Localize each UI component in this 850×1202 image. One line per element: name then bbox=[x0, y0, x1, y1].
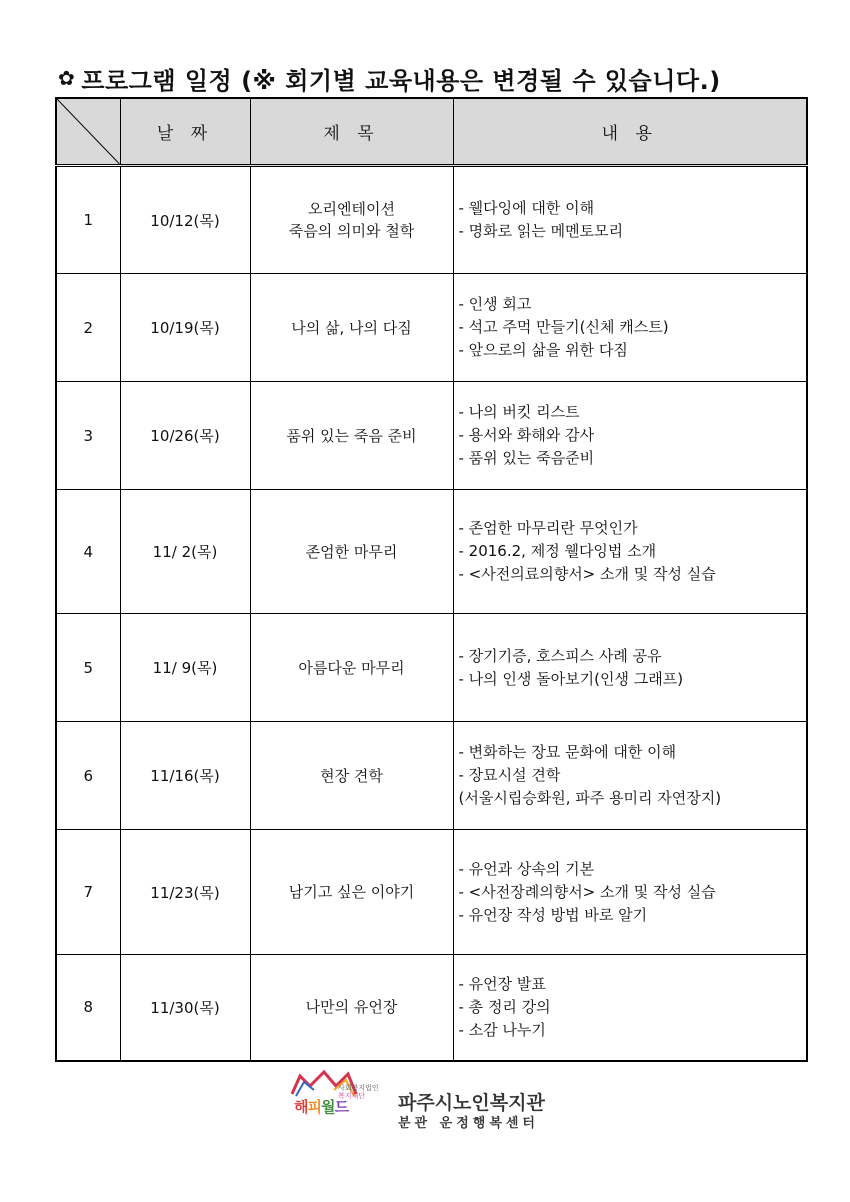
session-title bbox=[250, 830, 453, 955]
session-date: 10/12(목) bbox=[120, 166, 250, 274]
session-date: 11/30(목) bbox=[120, 955, 250, 1061]
content-line: - 존엄한 마무리란 무엇인가 bbox=[458, 519, 638, 537]
session-title-line: 존엄한 마무리 bbox=[305, 542, 398, 561]
session-title bbox=[250, 722, 453, 830]
session-content bbox=[453, 490, 807, 614]
content-line: - 나의 인생 돌아보기(인생 그래프) bbox=[458, 669, 684, 688]
content-line: - <사전의료의향서> 소개 및 작성 실습 bbox=[458, 565, 716, 583]
content-line: (서울시립승화원, 파주 용미리 자연장지) bbox=[458, 789, 722, 807]
table-row bbox=[56, 166, 807, 274]
content-line: - 유언장 작성 방법 바로 알기 bbox=[458, 905, 648, 924]
footer bbox=[290, 1068, 590, 1138]
session-content bbox=[453, 382, 807, 490]
header-content: 내 용 bbox=[453, 98, 807, 166]
session-date: 11/16(목) bbox=[120, 722, 250, 830]
session-title bbox=[250, 166, 453, 274]
session-content bbox=[453, 166, 807, 274]
content-line: - 명화로 읽는 메멘토모리 bbox=[458, 222, 624, 240]
session-title bbox=[250, 382, 453, 490]
session-number: 4 bbox=[56, 490, 120, 614]
page-title-text: 프로그램 일정 (※ 회기별 교육내용은 변경될 수 있습니다.) bbox=[81, 66, 721, 95]
logo-text: 해피월드 bbox=[294, 1098, 348, 1116]
session-content bbox=[453, 955, 807, 1061]
session-number: 8 bbox=[56, 955, 120, 1061]
header-date: 날 짜 bbox=[120, 98, 250, 166]
org-name: 파주시노인복지관 bbox=[398, 1092, 545, 1114]
session-title-line: 아름다운 마무리 bbox=[298, 658, 405, 677]
header-title: 제 목 bbox=[250, 98, 453, 166]
page-title bbox=[58, 58, 818, 98]
session-number: 5 bbox=[56, 614, 120, 722]
table-row bbox=[56, 955, 807, 1061]
content-line: - 인생 회고 bbox=[458, 295, 532, 313]
session-title-line: 오리엔테이션 bbox=[308, 200, 395, 218]
content-line: - 총 정리 강의 bbox=[458, 997, 551, 1016]
table-row bbox=[56, 382, 807, 490]
content-line: - 석고 주먹 만들기(신체 캐스트) bbox=[458, 318, 669, 336]
content-line: - 유언과 상속의 기본 bbox=[458, 859, 595, 878]
diagonal-line-icon bbox=[57, 99, 120, 164]
content-line: - 용서와 화해와 감사 bbox=[458, 426, 595, 444]
content-line: - 웰다잉에 대한 이해 bbox=[458, 199, 595, 217]
session-content bbox=[453, 274, 807, 382]
session-title bbox=[250, 955, 453, 1061]
session-title-line: 현장 견학 bbox=[320, 766, 383, 785]
session-title bbox=[250, 274, 453, 382]
table-row bbox=[56, 722, 807, 830]
session-number: 6 bbox=[56, 722, 120, 830]
session-date: 11/ 9(목) bbox=[120, 614, 250, 722]
session-number: 2 bbox=[56, 274, 120, 382]
diagonal-corner-cell bbox=[56, 98, 120, 166]
table-row bbox=[56, 274, 807, 382]
schedule-table bbox=[55, 97, 808, 1062]
table-header-row bbox=[56, 98, 807, 166]
session-number: 1 bbox=[56, 166, 120, 274]
table-row bbox=[56, 614, 807, 722]
session-title-line: 나의 삶, 나의 다짐 bbox=[291, 318, 412, 337]
session-date: 10/19(목) bbox=[120, 274, 250, 382]
content-line: - 소감 나누기 bbox=[458, 1020, 546, 1039]
happy-world-logo bbox=[290, 1068, 400, 1128]
org-sub: 분관 운정행복센터 bbox=[398, 1116, 539, 1131]
session-title-line: 남기고 싶은 이야기 bbox=[288, 883, 415, 901]
logo-small-text: 사회복지법인 복지재단 bbox=[338, 1084, 379, 1100]
content-line: - 유언장 발표 bbox=[458, 974, 546, 993]
content-line: - 앞으로의 삶을 위한 다짐 bbox=[458, 341, 628, 359]
session-title bbox=[250, 490, 453, 614]
session-content bbox=[453, 830, 807, 955]
session-date: 11/ 2(목) bbox=[120, 490, 250, 614]
session-content bbox=[453, 614, 807, 722]
session-title-line: 품위 있는 죽음 준비 bbox=[286, 426, 417, 445]
session-title-line: 나만의 유언장 bbox=[305, 998, 398, 1017]
session-date: 11/23(목) bbox=[120, 830, 250, 955]
session-title-line: 죽음의 의미와 철학 bbox=[288, 222, 415, 240]
flower-icon: ✿ bbox=[58, 66, 76, 90]
session-date: 10/26(목) bbox=[120, 382, 250, 490]
session-number: 7 bbox=[56, 830, 120, 955]
content-line: - 변화하는 장묘 문화에 대한 이해 bbox=[458, 743, 677, 761]
session-number: 3 bbox=[56, 382, 120, 490]
table-row bbox=[56, 490, 807, 614]
content-line: - 2016.2, 제정 웰다잉법 소개 bbox=[458, 542, 657, 560]
content-line: - <사전장례의향서> 소개 및 작성 실습 bbox=[458, 882, 716, 901]
content-line: - 품위 있는 죽음준비 bbox=[458, 449, 595, 467]
content-line: - 장기기증, 호스피스 사례 공유 bbox=[458, 646, 662, 665]
content-line: - 나의 버킷 리스트 bbox=[458, 403, 580, 421]
session-title bbox=[250, 614, 453, 722]
content-line: - 장묘시설 견학 bbox=[458, 766, 561, 784]
table-row bbox=[56, 830, 807, 955]
session-content bbox=[453, 722, 807, 830]
